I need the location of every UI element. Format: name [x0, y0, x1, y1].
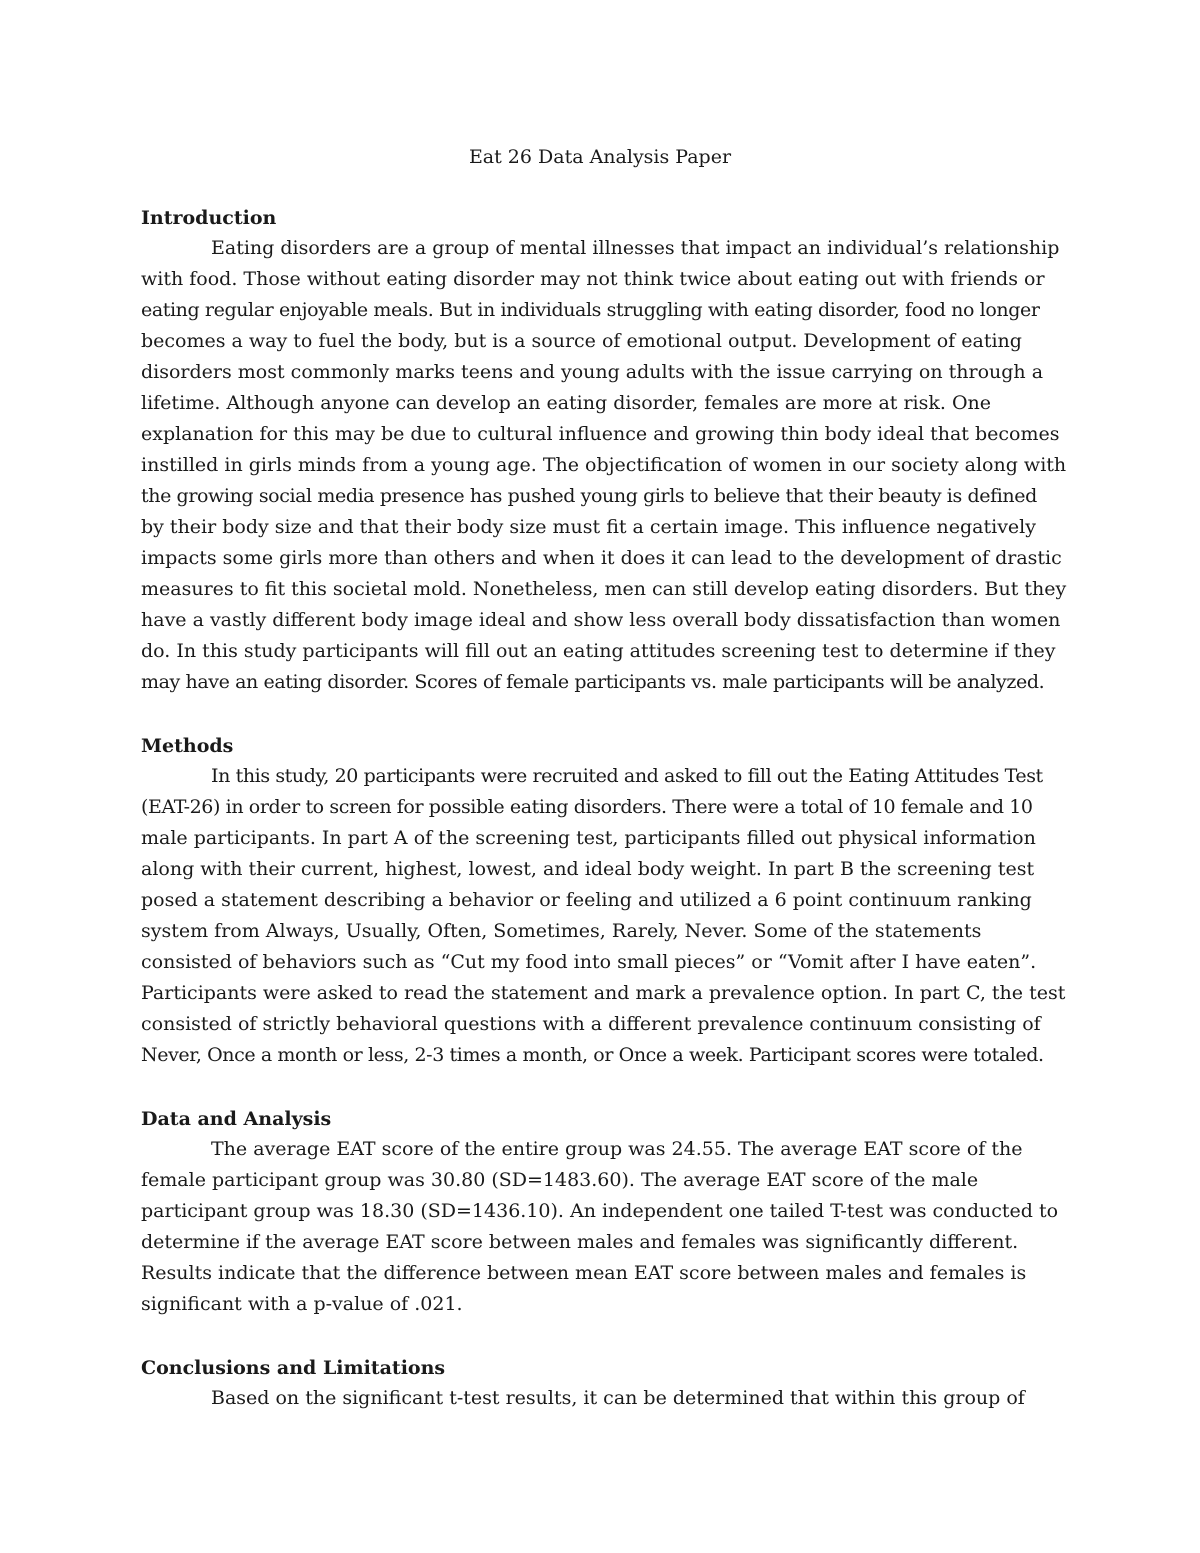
paragraph-line: Based on the significant t-test results, it can be determined that within this group of — [211, 1387, 1025, 1409]
paragraph-line: consisted of behaviors such as “Cut my food into small pieces” or “Vomit after I have eaten”. — [141, 951, 1037, 973]
paragraph-line: disorders most commonly marks teens and young adults with the issue carrying on through a — [141, 361, 1044, 383]
paragraph-line: system from Always, Usually, Often, Sometimes, Rarely, Never. Some of the statements — [141, 920, 982, 942]
paragraph-line: with food. Those without eating disorder may not think twice about eating out with friends or — [141, 268, 1045, 290]
paragraph-line: have a vastly different body image ideal and show less overall body dissatisfaction than women — [141, 609, 1061, 631]
paragraph-line: may have an eating disorder. Scores of female participants vs. male participants will be analyzed. — [141, 671, 1045, 693]
paragraph-line: determine if the average EAT score between males and females was significantly different. — [141, 1231, 1019, 1253]
paragraph-line: impacts some girls more than others and when it does it can lead to the development of drastic — [141, 547, 1062, 569]
paragraph-line: male participants. In part A of the screening test, participants filled out physical information — [141, 827, 1036, 849]
paragraph-line: Results indicate that the difference between mean EAT score between males and females is — [141, 1262, 1027, 1284]
paragraph-line: (EAT-26) in order to screen for possible eating disorders. There were a total of 10 female and 10 — [141, 796, 1033, 818]
paragraph-line: measures to fit this societal mold. Nonetheless, men can still develop eating disorders. But they — [141, 578, 1067, 600]
paragraph-line: female participant group was 30.80 (SD=1483.60). The average EAT score of the male — [141, 1169, 979, 1191]
paragraph-line: participant group was 18.30 (SD=1436.10). An independent one tailed T-test was conducted to — [141, 1200, 1059, 1222]
section-heading-introduction: Introduction — [141, 207, 277, 229]
paragraph-line: Eating disorders are a group of mental illnesses that impact an individual’s relationship — [211, 237, 1060, 259]
paragraph-line: instilled in girls minds from a young age. The objectification of women in our society along with — [141, 454, 1067, 476]
paragraph-line: consisted of strictly behavioral questions with a different prevalence continuum consisting of — [141, 1013, 1041, 1035]
section-heading-methods: Methods — [141, 735, 234, 757]
methods-paragraph — [141, 761, 1066, 1071]
paragraph-line: significant with a p-value of .021. — [141, 1293, 463, 1315]
paragraph-line: do. In this study participants will fill out an eating attitudes screening test to determine if they — [141, 640, 1056, 662]
paragraph-line: along with their current, highest, lowest, and ideal body weight. In part B the screening test — [141, 858, 1035, 880]
paragraph-line: by their body size and that their body size must fit a certain image. This influence negatively — [141, 516, 1036, 538]
paragraph-line: In this study, 20 participants were recruited and asked to fill out the Eating Attitudes Test — [211, 765, 1043, 787]
paragraph-line: posed a statement describing a behavior or feeling and utilized a 6 point continuum ranking — [141, 889, 1032, 911]
paragraph-line: Never, Once a month or less, 2-3 times a month, or Once a week. Participant scores were totaled. — [141, 1044, 1044, 1066]
conclusions-paragraph — [141, 1383, 1061, 1414]
data-analysis-paragraph — [141, 1134, 1061, 1320]
paragraph-line: becomes a way to fuel the body, but is a source of emotional output. Development of eating — [141, 330, 1022, 352]
section-heading-data-and-analysis: Data and Analysis — [141, 1108, 332, 1130]
paragraph-line: Participants were asked to read the statement and mark a prevalence option. In part C, the test — [141, 982, 1066, 1004]
page-title: Eat 26 Data Analysis Paper — [468, 146, 732, 168]
paragraph-line: the growing social media presence has pushed young girls to believe that their beauty is defined — [141, 485, 1037, 507]
paragraph-line: eating regular enjoyable meals. But in individuals struggling with eating disorder, food no longer — [141, 299, 1040, 321]
section-heading-conclusions-and-limitations: Conclusions and Limitations — [141, 1357, 446, 1379]
paragraph-line: explanation for this may be due to cultural influence and growing thin body ideal that becomes — [141, 423, 1060, 445]
paragraph-line: lifetime. Although anyone can develop an eating disorder, females are more at risk. One — [141, 392, 991, 414]
introduction-paragraph — [141, 233, 1067, 698]
paragraph-line: The average EAT score of the entire group was 24.55. The average EAT score of the — [211, 1138, 1023, 1160]
